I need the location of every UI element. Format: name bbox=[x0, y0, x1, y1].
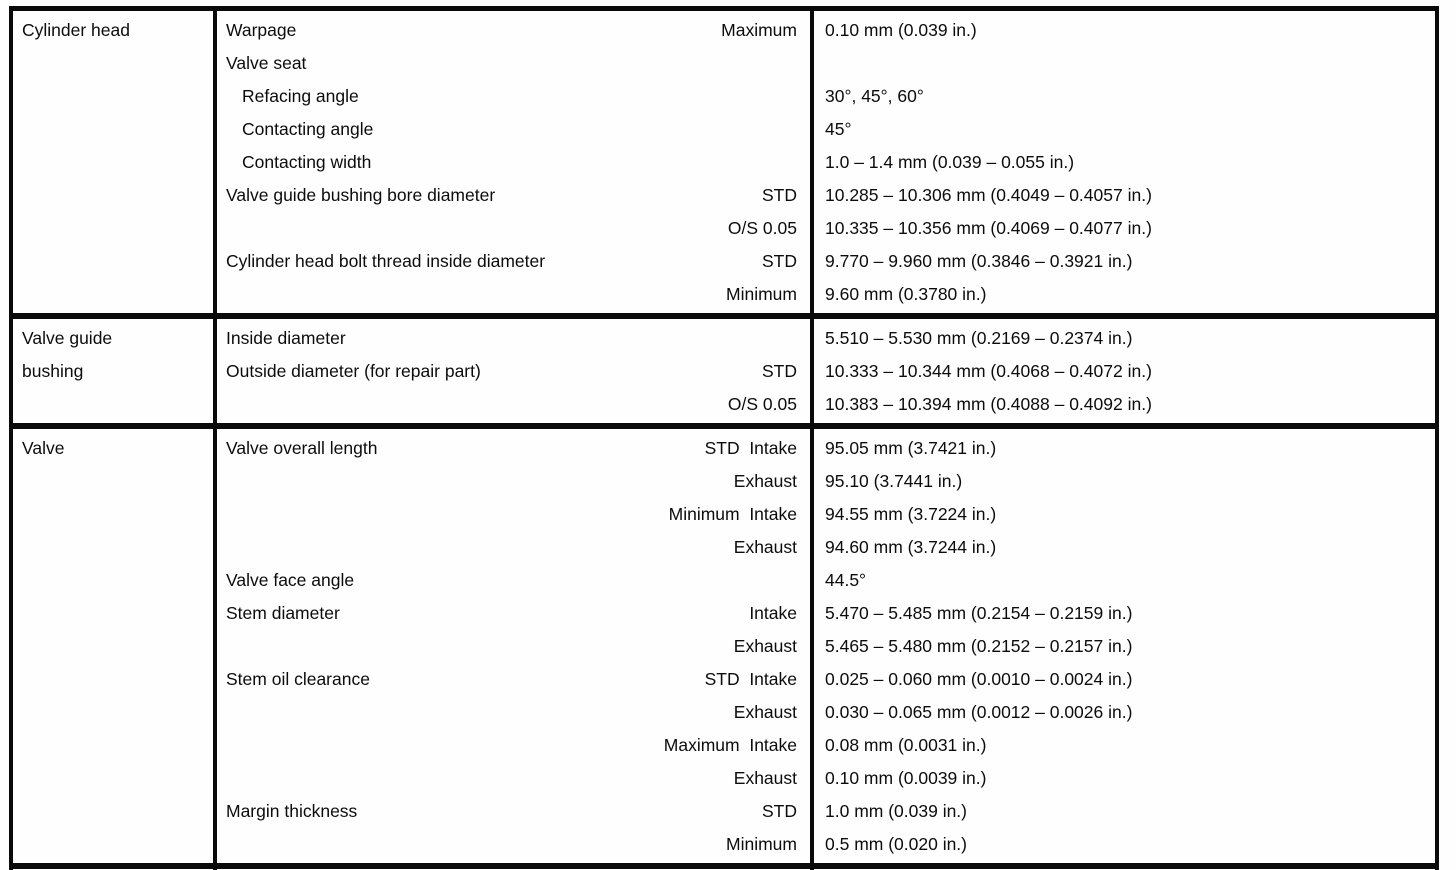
spec-value: 10.285 – 10.306 mm (0.4049 – 0.4057 in.) bbox=[825, 185, 1152, 205]
spec-value: 95.05 mm (3.7421 in.) bbox=[825, 438, 997, 458]
spec-label: Cylinder head bolt thread inside diameter bbox=[226, 251, 546, 271]
spec-value: 9.770 – 9.960 mm (0.3846 – 0.3921 in.) bbox=[825, 251, 1133, 271]
spec-label: Stem oil clearance bbox=[226, 669, 370, 689]
spec-value: 0.030 – 0.065 mm (0.0012 – 0.0026 in.) bbox=[825, 702, 1133, 722]
table-row bbox=[217, 531, 810, 564]
table-row bbox=[217, 146, 810, 179]
table-row bbox=[217, 245, 810, 278]
table-row bbox=[217, 80, 810, 113]
spec-qualifier: Intake bbox=[749, 603, 797, 623]
spec-value: 30°, 45°, 60° bbox=[825, 86, 924, 106]
table-row bbox=[217, 322, 810, 355]
spec-qualifier: STD Intake bbox=[704, 438, 797, 458]
value-cell bbox=[814, 11, 1435, 313]
spec-value: 94.55 mm (3.7224 in.) bbox=[825, 504, 997, 524]
spec-qualifier: STD bbox=[762, 801, 797, 821]
spec-cell bbox=[217, 429, 814, 863]
spec-qualifier: O/S 0.05 bbox=[727, 218, 797, 238]
spec-label: Valve guide bushing bore diameter bbox=[226, 185, 496, 205]
table-row bbox=[217, 179, 810, 212]
table-row bbox=[217, 795, 810, 828]
table-row bbox=[217, 762, 810, 795]
spec-value: 1.0 mm (0.039 in.) bbox=[825, 801, 967, 821]
table-section bbox=[13, 319, 1435, 429]
spec-label: Warpage bbox=[226, 20, 297, 40]
spec-qualifier: STD bbox=[762, 251, 797, 271]
table-row bbox=[217, 278, 810, 311]
spec-qualifier: STD Intake bbox=[704, 669, 797, 689]
spec-value: 10.383 – 10.394 mm (0.4088 – 0.4092 in.) bbox=[825, 394, 1152, 414]
table-section bbox=[13, 11, 1435, 319]
spec-cell bbox=[217, 11, 814, 313]
spec-label: Outside diameter (for repair part) bbox=[226, 361, 481, 381]
spec-qualifier: STD bbox=[762, 185, 797, 205]
spec-label: Valve overall length bbox=[226, 438, 378, 458]
table-row bbox=[217, 663, 810, 696]
table-row bbox=[217, 630, 810, 663]
spec-label: Refacing angle bbox=[242, 86, 359, 106]
spec-value: 9.60 mm (0.3780 in.) bbox=[825, 284, 987, 304]
spec-label: Valve seat bbox=[226, 53, 307, 73]
table-row bbox=[217, 729, 810, 762]
spec-label: Contacting width bbox=[242, 152, 372, 172]
spec-value: 95.10 (3.7441 in.) bbox=[825, 471, 963, 491]
spec-qualifier: Exhaust bbox=[733, 636, 797, 656]
component-cell bbox=[13, 319, 217, 423]
component-cell bbox=[13, 11, 217, 313]
spec-value: 45° bbox=[825, 119, 852, 139]
spec-qualifier: STD bbox=[762, 361, 797, 381]
spec-value: 1.0 – 1.4 mm (0.039 – 0.055 in.) bbox=[825, 152, 1075, 172]
table-row bbox=[217, 388, 810, 421]
component-cell bbox=[13, 429, 217, 863]
component-name: Cylinder head bbox=[22, 20, 130, 40]
table-row bbox=[217, 597, 810, 630]
spec-qualifier: Maximum Intake bbox=[663, 735, 797, 755]
table-row bbox=[217, 212, 810, 245]
table-row bbox=[217, 465, 810, 498]
spec-value: 0.08 mm (0.0031 in.) bbox=[825, 735, 987, 755]
table-row bbox=[217, 564, 810, 597]
spec-qualifier: Exhaust bbox=[733, 702, 797, 722]
spec-qualifier: Exhaust bbox=[733, 471, 797, 491]
spec-value: 10.335 – 10.356 mm (0.4069 – 0.4077 in.) bbox=[825, 218, 1152, 238]
value-cell bbox=[814, 319, 1435, 423]
spec-qualifier: O/S 0.05 bbox=[727, 394, 797, 414]
spec-label: Inside diameter bbox=[226, 328, 346, 348]
spec-qualifier: Exhaust bbox=[733, 768, 797, 788]
value-cell bbox=[814, 429, 1435, 863]
spec-value: 10.333 – 10.344 mm (0.4068 – 0.4072 in.) bbox=[825, 361, 1152, 381]
spec-label: Stem diameter bbox=[226, 603, 340, 623]
spec-value: 5.510 – 5.530 mm (0.2169 – 0.2374 in.) bbox=[825, 328, 1133, 348]
table-row bbox=[217, 828, 810, 861]
spec-qualifier: Maximum bbox=[721, 20, 797, 40]
spec-qualifier: Minimum bbox=[726, 834, 797, 854]
component-name: Valve bbox=[22, 438, 65, 458]
table-row bbox=[217, 47, 810, 80]
spec-value: 5.465 – 5.480 mm (0.2152 – 0.2157 in.) bbox=[825, 636, 1133, 656]
table-row bbox=[217, 14, 810, 47]
spec-value bbox=[814, 47, 1435, 80]
spec-value: 0.10 mm (0.039 in.) bbox=[825, 20, 977, 40]
spec-qualifier: Exhaust bbox=[733, 537, 797, 557]
table-sections bbox=[13, 11, 1435, 869]
table-section bbox=[13, 429, 1435, 869]
specification-table bbox=[9, 6, 1439, 870]
spec-qualifier: Minimum Intake bbox=[668, 504, 797, 524]
spec-value: 0.025 – 0.060 mm (0.0010 – 0.0024 in.) bbox=[825, 669, 1133, 689]
table-row bbox=[217, 696, 810, 729]
spec-value: 0.10 mm (0.0039 in.) bbox=[825, 768, 987, 788]
table-row bbox=[217, 498, 810, 531]
spec-cell bbox=[217, 319, 814, 423]
table-row bbox=[217, 355, 810, 388]
spec-value: 94.60 mm (3.7244 in.) bbox=[825, 537, 997, 557]
spec-value: 0.5 mm (0.020 in.) bbox=[825, 834, 967, 854]
table-row bbox=[217, 113, 810, 146]
spec-qualifier: Minimum bbox=[726, 284, 797, 304]
spec-value: 5.470 – 5.485 mm (0.2154 – 0.2159 in.) bbox=[825, 603, 1133, 623]
spec-value: 44.5° bbox=[825, 570, 867, 590]
table-row bbox=[217, 432, 810, 465]
spec-label: Contacting angle bbox=[242, 119, 374, 139]
spec-label: Valve face angle bbox=[226, 570, 355, 590]
component-name: Valve guide bushing bbox=[22, 328, 113, 381]
spec-label: Margin thickness bbox=[226, 801, 358, 821]
